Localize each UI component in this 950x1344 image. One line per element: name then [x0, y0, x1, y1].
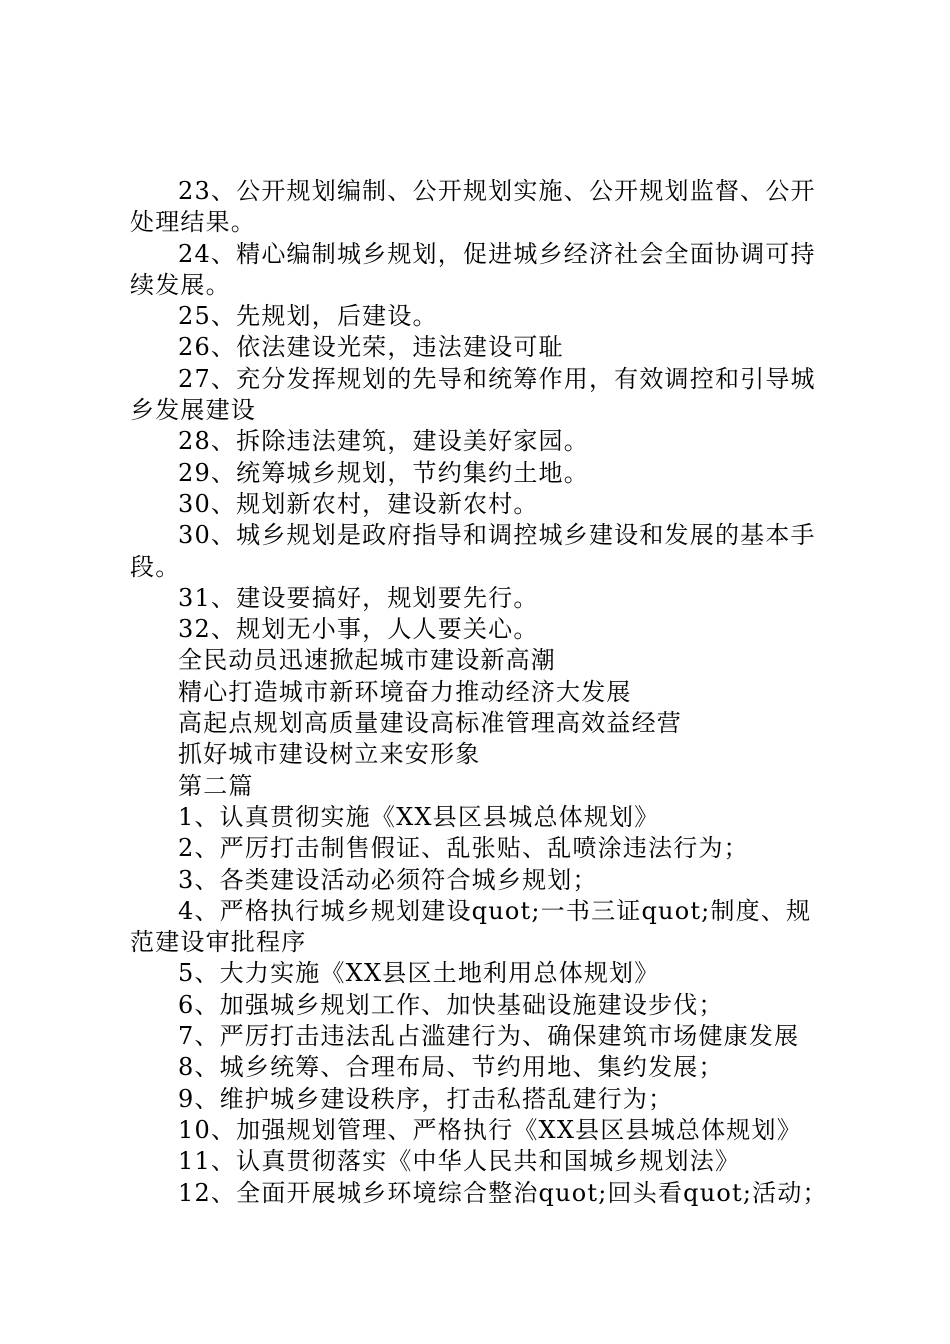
paragraph-31: 31、建设要搞好，规划要先行。: [178, 583, 539, 612]
paragraph-27: 27、充分发挥规划的先导和统筹作用，有效调控和引导城乡发展建设: [130, 364, 816, 425]
paragraph-29: 29、统筹城乡规划，节约集约土地。: [178, 458, 589, 487]
list-item: 11、认真贯彻落实《中华人民共和国城乡规划法》: [178, 1147, 741, 1176]
section-heading: 第二篇: [178, 771, 254, 800]
list-item: 9、维护城乡建设秩序，打击私搭乱建行为；: [178, 1084, 674, 1113]
slogan-line: 抓好城市建设树立来安形象: [178, 740, 481, 769]
list-item: 2、严厉打击制售假证、乱张贴、乱喷涂违法行为；: [178, 834, 749, 863]
document-body: [130, 176, 835, 1209]
list-item: 12、全面开展城乡环境综合整治quot;回头看quot;活动；: [178, 1178, 828, 1207]
paragraph-30b: 30、城乡规划是政府指导和调控城乡建设和发展的基本手段。: [130, 521, 816, 581]
paragraph-28: 28、拆除违法建筑，建设美好家园。: [178, 427, 589, 456]
list-item: 10、加强规划管理、严格执行《XX县区县城总体规划》: [178, 1115, 802, 1144]
paragraph-24: 24、精心编制城乡规划，促进城乡经济社会全面协调可持续发展。: [130, 239, 816, 299]
list-item: 3、各类建设活动必须符合城乡规划；: [178, 865, 598, 894]
slogan-line: 高起点规划高质量建设高标准管理高效益经营: [178, 709, 682, 738]
paragraph-26: 26、依法建设光荣，违法建设可耻: [178, 333, 564, 362]
list-item: 6、加强城乡规划工作、加快基础设施建设步伐；: [178, 990, 724, 1019]
list-item: 4、严格执行城乡规划建设quot;一书三证quot;制度、规范建设审批程序: [130, 896, 812, 957]
list-item: 8、城乡统筹、合理布局、节约用地、集约发展；: [178, 1053, 724, 1082]
slogan-line: 全民动员迅速掀起城市建设新高潮: [178, 646, 556, 675]
paragraph-23: 23、公开规划编制、公开规划实施、公开规划监督、公开处理结果。: [130, 177, 816, 237]
paragraph-30a: 30、规划新农村，建设新农村。: [178, 489, 539, 518]
paragraph-32: 32、规划无小事，人人要关心。: [178, 615, 539, 644]
slogan-line: 精心打造城市新环境奋力推动经济大发展: [178, 677, 632, 706]
list-item: 7、严厉打击违法乱占滥建行为、确保建筑市场健康发展: [178, 1022, 800, 1051]
paragraph-25: 25、先规划，后建设。: [178, 302, 438, 331]
list-item: 1、认真贯彻实施《XX县区县城总体规划》: [178, 802, 660, 831]
list-item: 5、大力实施《XX县区土地利用总体规划》: [178, 959, 660, 988]
